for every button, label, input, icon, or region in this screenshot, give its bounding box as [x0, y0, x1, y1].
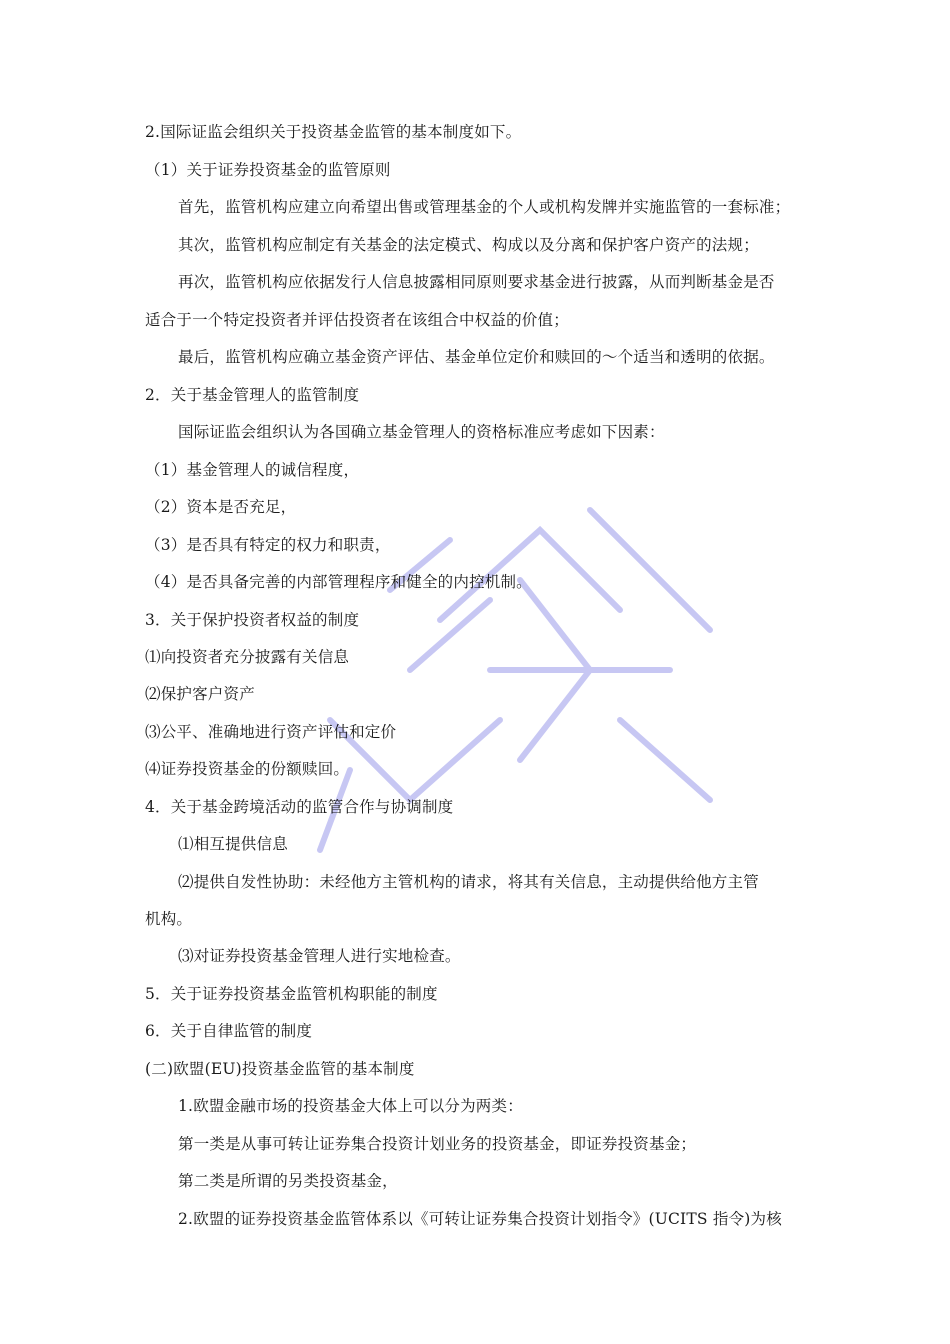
text-line: 适合于一个特定投资者并评估投资者在该组合中权益的价值；	[145, 311, 569, 329]
list-item: ⑴向投资者充分披露有关信息	[145, 648, 350, 666]
section-heading: 2．关于基金管理人的监管制度	[145, 386, 360, 404]
text-line: 第二类是所谓的另类投资基金，	[178, 1172, 398, 1190]
list-item: ⑴相互提供信息	[178, 835, 288, 853]
text-line: 首先，监管机构应建立向希望出售或管理基金的个人或机构发牌并实施监管的一套标准；	[178, 198, 791, 216]
list-item: （3）是否具有特定的权力和职责，	[145, 536, 391, 554]
list-item: ⑵保护客户资产	[145, 685, 255, 703]
section-heading: 5．关于证券投资基金监管机构职能的制度	[145, 985, 438, 1003]
section-heading: 6．关于自律监管的制度	[145, 1022, 313, 1040]
text-line: （1）关于证券投资基金的监管原则	[145, 161, 391, 179]
text-line: 再次，监管机构应依据发行人信息披露相同原则要求基金进行披露，从而判断基金是否	[178, 273, 775, 291]
text-line: 2.欧盟的证券投资基金监管体系以《可转让证券集合投资计划指令》(UCITS 指令)为核	[178, 1210, 782, 1228]
list-item: （4）是否具备完善的内部管理程序和健全的内控机制。	[145, 573, 532, 591]
list-item: ⑷证券投资基金的份额赎回。	[145, 760, 350, 778]
section-heading: 3．关于保护投资者权益的制度	[145, 611, 360, 629]
text-line: 最后，监管机构应确立基金资产评估、基金单位定价和赎回的～个适当和透明的依据。	[178, 348, 775, 366]
section-heading: (二)欧盟(EU)投资基金监管的基本制度	[145, 1060, 415, 1078]
list-item: ⑶对证券投资基金管理人进行实地检查。	[178, 947, 461, 965]
text-line: 国际证监会组织认为各国确立基金管理人的资格标准应考虑如下因素：	[178, 423, 665, 441]
list-item: ⑵提供自发性协助：未经他方主管机构的请求，将其有关信息，主动提供给他方主管	[178, 873, 759, 891]
text-line: 1.欧盟金融市场的投资基金大体上可以分为两类：	[178, 1097, 523, 1115]
text-line: 第一类是从事可转让证券集合投资计划业务的投资基金，即证券投资基金；	[178, 1135, 697, 1153]
list-item: （1）基金管理人的诚信程度，	[145, 461, 360, 479]
list-item: （2）资本是否充足，	[145, 498, 297, 516]
list-item: ⑶公平、准确地进行资产评估和定价	[145, 723, 397, 741]
text-line: 2.国际证监会组织关于投资基金监管的基本制度如下。	[145, 123, 522, 141]
text-line: 机构。	[145, 910, 193, 928]
section-heading: 4．关于基金跨境活动的监管合作与协调制度	[145, 798, 454, 816]
text-line: 其次，监管机构应制定有关基金的法定模式、构成以及分离和保护客户资产的法规；	[178, 236, 759, 254]
